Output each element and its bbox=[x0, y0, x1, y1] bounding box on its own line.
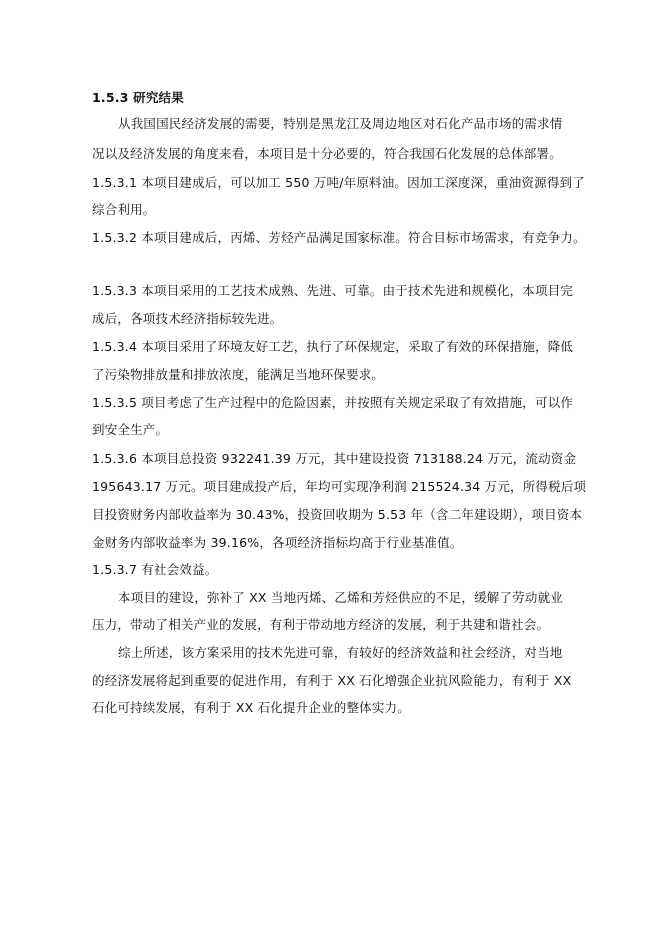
social-line-2: 压力，带动了相关产业的发展，有利于带动地方经济的发展，利于共建和谐社会。 bbox=[92, 617, 550, 632]
item-6-line-1: 1.5.3.6 本项目总投资 932241.39 万元，其中建设投资 713188.24 万元，流动资金 bbox=[92, 451, 577, 466]
intro-line-1: 从我国国民经济发展的需要，特别是黑龙江及周边地区对石化产品市场的需求情 bbox=[118, 116, 563, 131]
summary-line-1: 综上所述，该方案采用的技术先进可靠，有较好的经济效益和社会经济，对当地 bbox=[118, 645, 563, 660]
item-2-line-1: 1.5.3.2 本项目建成后，丙烯、芳烃产品满足国家标准。符合目标市场需求，有竞争力。 bbox=[92, 230, 586, 245]
item-5-line-2: 到安全生产。 bbox=[92, 422, 169, 437]
item-6-line-2: 195643.17 万元。项目建成投产后，年均可实现净利润 215524.34 万元，所得税后项 bbox=[92, 479, 587, 494]
item-3-line-2: 成后，各项技术经济指标较先进。 bbox=[92, 311, 283, 326]
section-heading: 1.5.3 研究结果 bbox=[92, 90, 184, 105]
item-6-line-4: 金财务内部收益率为 39.16%，各项经济指标均高于行业基准值。 bbox=[92, 535, 463, 550]
intro-line-2: 况以及经济发展的角度来看，本项目是十分必要的，符合我国石化发展的总体部署。 bbox=[92, 146, 562, 161]
item-5-line-1: 1.5.3.5 项目考虑了生产过程中的危险因素，并按照有关规定采取了有效措施，可以作 bbox=[92, 395, 574, 410]
item-1-line-2: 综合利用。 bbox=[92, 202, 156, 217]
social-line-1: 本项目的建设，弥补了 XX 当地丙烯、乙烯和芳烃供应的不足，缓解了劳动就业 bbox=[118, 590, 563, 605]
item-3-line-1: 1.5.3.3 本项目采用的工艺技术成熟、先进、可靠。由于技术先进和规模化，本项目完 bbox=[92, 283, 574, 298]
summary-line-2: 的经济发展将起到重要的促进作用，有利于 XX 石化增强企业抗风险能力，有利于 XX bbox=[92, 673, 572, 688]
item-4-line-1: 1.5.3.4 本项目采用了环境友好工艺，执行了环保规定，采取了有效的环保措施，降低 bbox=[92, 339, 574, 354]
item-6-line-3: 目投资财务内部收益率为 30.43%，投资回收期为 5.53 年（含二年建设期），项目资本 bbox=[92, 507, 583, 522]
item-7-line-1: 1.5.3.7 有社会效益。 bbox=[92, 562, 218, 577]
item-1-line-1: 1.5.3.1 本项目建成后，可以加工 550 万吨/年原料油。因加工深度深，重油资源得到了 bbox=[92, 175, 585, 190]
summary-line-3: 石化可持续发展，有利于 XX 石化提升企业的整体实力。 bbox=[92, 700, 410, 715]
item-4-line-2: 了污染物排放量和排放浓度，能满足当地环保要求。 bbox=[92, 367, 385, 382]
